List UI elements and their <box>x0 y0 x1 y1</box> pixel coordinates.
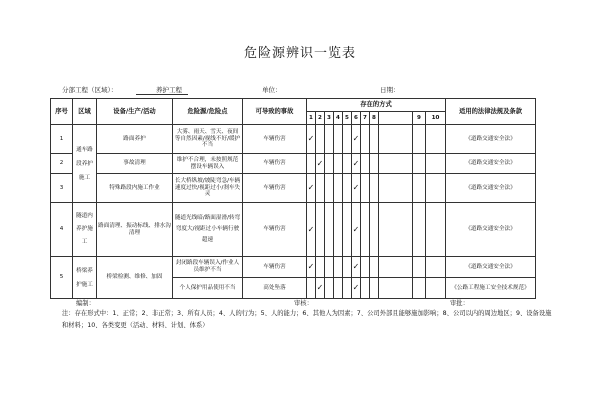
col-law-text: 适用的法律法规及条款 <box>459 107 522 115</box>
prepared-label: 编制： <box>76 300 95 307</box>
area-text: 桥梁养护施工 <box>76 267 93 288</box>
table-row <box>51 257 536 278</box>
row-law: 《道路交通安全法》 <box>446 257 536 278</box>
check-cell <box>370 278 379 299</box>
row-equipment: 事故清理 <box>97 154 173 174</box>
check-cell <box>316 203 325 257</box>
check-cell <box>379 154 413 174</box>
row-law: 《道路交通安全法》 <box>446 174 536 203</box>
row-law <box>446 278 536 299</box>
row-equipment <box>97 203 173 257</box>
check-cell <box>343 154 352 174</box>
existence-num: 8 <box>370 112 379 125</box>
check-cell <box>325 125 334 154</box>
check-cell <box>343 278 352 299</box>
unit-label: 单位： <box>262 86 282 94</box>
check-cell <box>361 174 370 203</box>
check-cell <box>379 174 413 203</box>
check-cell <box>316 257 325 278</box>
row-hazard-text: 封闭路段车辆误入/作业人员维护不当 <box>175 260 240 273</box>
area-text: 隧道内养护施工 <box>76 213 93 245</box>
check-cell <box>426 257 446 278</box>
check-cell <box>334 278 343 299</box>
row-hazard <box>173 203 243 257</box>
approved-label: 审批： <box>450 300 469 307</box>
check-cell <box>413 278 426 299</box>
check-cell <box>361 257 370 278</box>
col-hazard: 危险源/危险点 <box>173 99 243 125</box>
row-equipment: 特殊路段内施工作业 <box>97 174 173 203</box>
check-cell <box>343 174 352 203</box>
check-cell <box>426 278 446 299</box>
col-accident: 可导致的事故 <box>243 99 307 125</box>
row-equipment: 路面养护 <box>97 125 173 154</box>
check-cell <box>379 203 413 257</box>
row-hazard-text: 个人保护用品使用不当 <box>179 284 236 291</box>
check-cell <box>413 203 426 257</box>
table-row <box>51 154 536 174</box>
check-cell: ✓ <box>352 154 361 174</box>
row-accident: 车辆伤害 <box>243 257 307 278</box>
area-cell <box>73 125 97 203</box>
existence-num: 9 <box>413 112 426 125</box>
existence-num: 10 <box>426 112 446 125</box>
row-hazard-text: 长大桥纵坡/坡陡弯急/车辆速度过快/视距过小/刹车失灵 <box>174 177 241 198</box>
col-area: 区域 <box>73 99 97 125</box>
row-no: 1 <box>51 125 73 154</box>
check-cell <box>334 154 343 174</box>
area-text: 通车路段养护施工 <box>76 146 93 181</box>
existence-num: 6 <box>352 112 361 125</box>
reviewed-label: 审核： <box>294 300 313 307</box>
table-row <box>51 203 536 257</box>
area-cell <box>73 257 97 299</box>
check-cell <box>334 174 343 203</box>
row-accident: 车辆伤害 <box>243 174 307 203</box>
check-cell <box>413 174 426 203</box>
row-hazard-text: 维护不合理，未按照规范摆设车辆误入 <box>176 156 239 170</box>
check-cell <box>426 203 446 257</box>
row-hazard <box>173 154 243 174</box>
check-cell <box>325 257 334 278</box>
existence-num: 1 <box>307 112 316 125</box>
check-cell: ✓ <box>352 257 361 278</box>
area-cell <box>73 203 97 257</box>
check-cell <box>361 278 370 299</box>
check-cell <box>379 125 413 154</box>
check-cell <box>361 154 370 174</box>
row-hazard-text: 隧道光线暗/路面湿滑/转弯弯度大/视距过小车辆行驶超速 <box>174 215 241 243</box>
existence-num: 7 <box>361 112 370 125</box>
check-cell <box>307 278 316 299</box>
row-accident: 车辆伤害 <box>243 125 307 154</box>
check-cell <box>325 278 334 299</box>
check-cell <box>370 125 379 154</box>
row-accident: 高处坠落 <box>243 278 307 299</box>
row-hazard <box>173 174 243 203</box>
existence-num: 2 <box>316 112 325 125</box>
table-row <box>51 125 536 154</box>
check-cell: ✓ <box>307 125 316 154</box>
row-accident: 车辆伤害 <box>243 203 307 257</box>
check-cell <box>413 154 426 174</box>
check-cell: ✓ <box>316 278 325 299</box>
check-cell: ✓ <box>352 203 361 257</box>
row-equipment: 桥梁检测、维修、加固 <box>97 257 173 299</box>
existence-num: 5 <box>343 112 352 125</box>
col-existence: 存在的方式 <box>307 99 446 112</box>
date-label: 日期： <box>380 86 400 94</box>
check-cell <box>316 174 325 203</box>
check-cell <box>426 125 446 154</box>
check-cell <box>343 203 352 257</box>
check-cell: ✓ <box>352 278 361 299</box>
check-cell: ✓ <box>352 174 361 203</box>
row-no: 3 <box>51 174 73 203</box>
check-cell <box>426 174 446 203</box>
check-cell: ✓ <box>352 125 361 154</box>
col-no: 序号 <box>51 99 73 125</box>
check-cell <box>361 125 370 154</box>
row-law: 《道路交通安全法》 <box>446 154 536 174</box>
row-no: 2 <box>51 154 73 174</box>
row-accident: 车辆伤害 <box>243 154 307 174</box>
col-equipment: 设备/生产/活动 <box>97 99 173 125</box>
row-hazard <box>173 257 243 278</box>
row-hazard-text: 大雾、雨天、雪天、夜间等自然因素/视线不好/缓护不当 <box>174 128 241 149</box>
check-cell <box>325 154 334 174</box>
row-no: 5 <box>51 257 73 299</box>
project-value <box>136 85 188 95</box>
row-hazard <box>173 125 243 154</box>
row-law: 《道路交通安全法》 <box>446 203 536 257</box>
row-equipment-text: 路面清理、振动标线、排水沟清理 <box>98 222 171 236</box>
row-law: 《道路交通安全法》 <box>446 125 536 154</box>
check-cell <box>413 257 426 278</box>
check-cell <box>361 203 370 257</box>
hazard-table <box>50 98 536 299</box>
check-cell <box>325 174 334 203</box>
row-hazard <box>173 278 243 299</box>
check-cell <box>334 257 343 278</box>
check-cell <box>325 203 334 257</box>
check-cell <box>370 174 379 203</box>
project-label: 分部工程（区域）： <box>62 86 118 94</box>
check-cell <box>343 125 352 154</box>
check-cell: ✓ <box>307 174 316 203</box>
check-cell <box>343 257 352 278</box>
existence-num <box>379 112 413 125</box>
check-cell <box>316 125 325 154</box>
row-law-text: 《公路工程施工安全技术规范》 <box>451 284 530 291</box>
check-cell: ✓ <box>316 154 325 174</box>
check-cell <box>370 203 379 257</box>
check-cell <box>370 154 379 174</box>
check-cell <box>379 257 413 278</box>
page-title: 危险源辨识一览表 <box>243 46 356 61</box>
check-cell <box>334 125 343 154</box>
check-cell <box>334 203 343 257</box>
col-law <box>446 99 536 125</box>
project-value-text: 养护工程 <box>156 86 182 94</box>
footnote: 注：存在形式中：1、正常；2、非正常；3、所有人员；4、人的行为；5、人的能力；6、其他人为因素；7、公司外部且能够施加影响；8、公司以内的周边地区；9、设备设施和材料；10、各类变更（活动、材料、计划、体系） <box>62 310 552 329</box>
check-cell: ✓ <box>307 257 316 278</box>
check-cell <box>370 257 379 278</box>
table-row <box>51 174 536 203</box>
check-cell <box>413 125 426 154</box>
existence-num: 4 <box>334 112 343 125</box>
check-cell <box>379 278 413 299</box>
check-cell <box>426 154 446 174</box>
row-no: 4 <box>51 203 73 257</box>
check-cell: ✓ <box>307 203 316 257</box>
form-header <box>62 85 532 95</box>
check-cell <box>307 154 316 174</box>
existence-num: 3 <box>325 112 334 125</box>
